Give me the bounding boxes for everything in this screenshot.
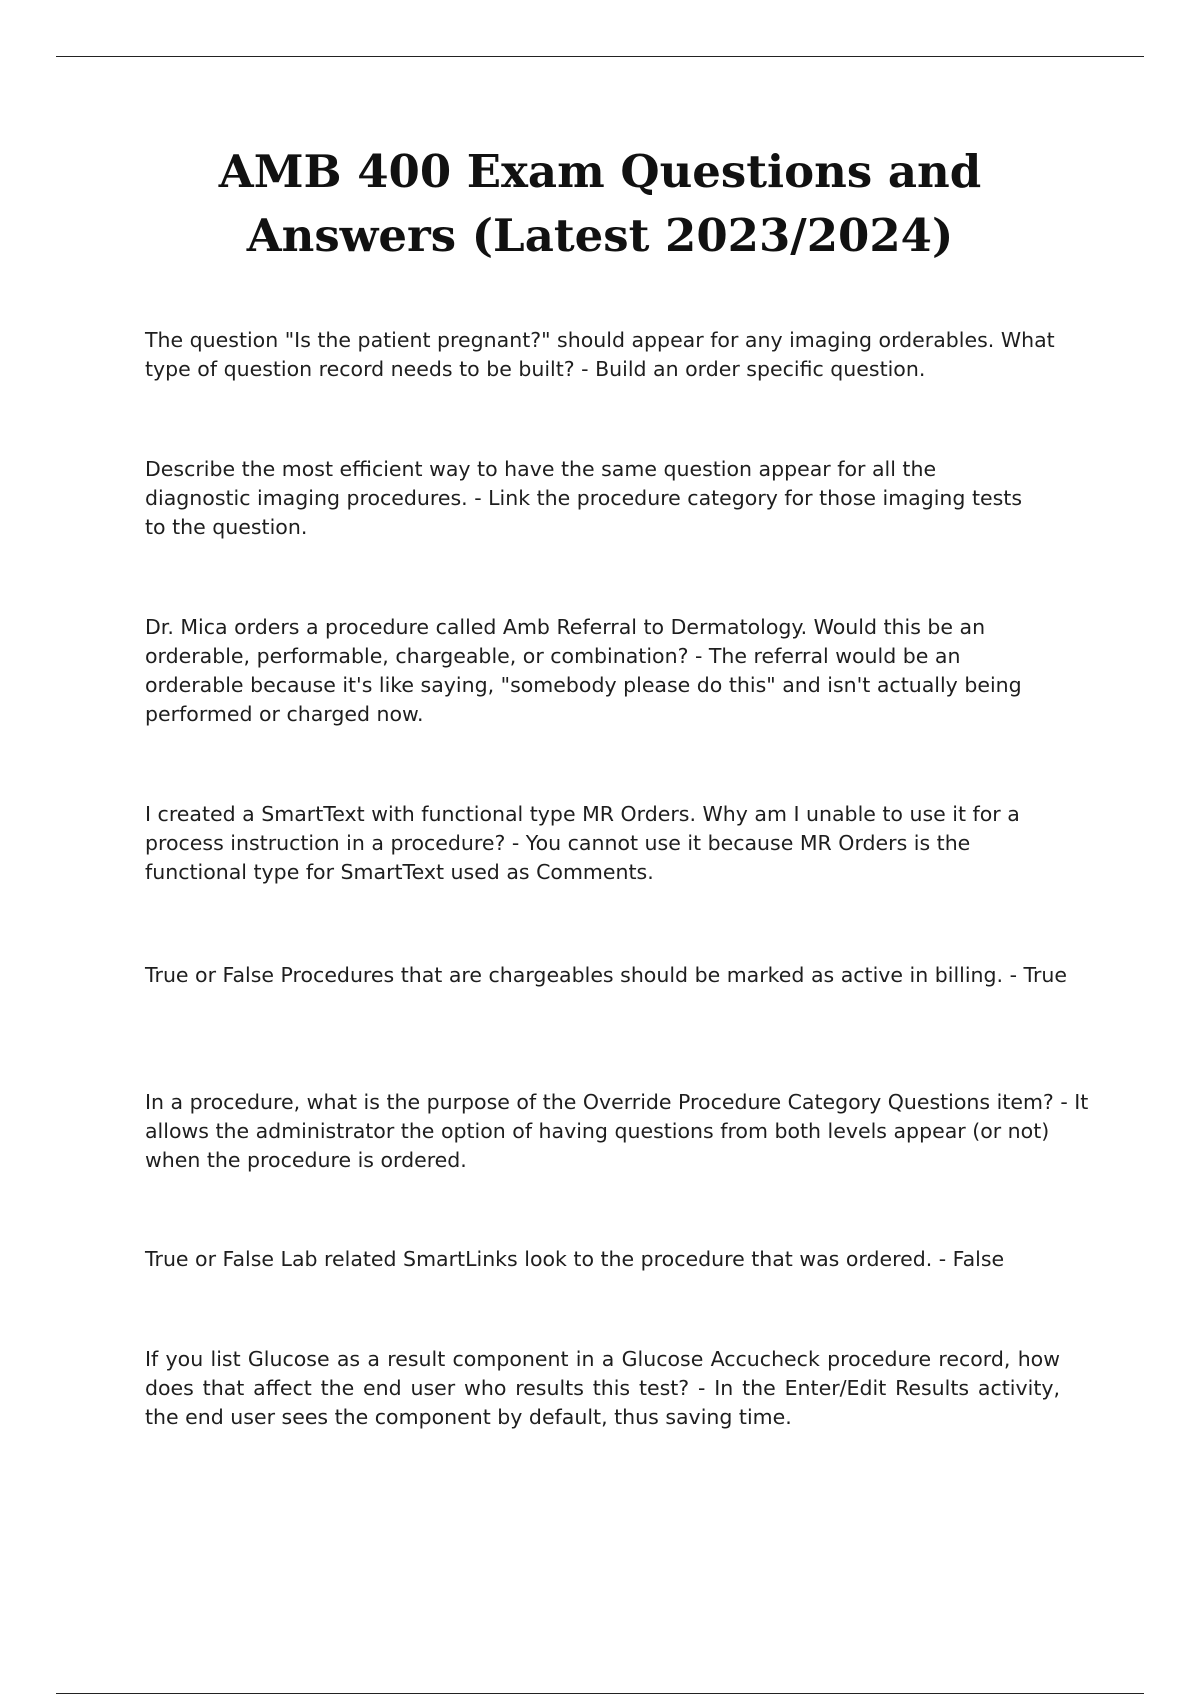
- qa-item-5: True or False Procedures that are chargeables should be marked as active in billing. - True: [145, 963, 1068, 987]
- qa-item-4: I created a SmartText with functional type MR Orders. Why am I unable to use it for a process instruction in a procedure? - You cannot use it because MR Orders is the functional type for SmartText used as Comments.: [145, 802, 1020, 884]
- qa-item-8: If you list Glucose as a result component in a Glucose Accucheck procedure record, how does that affect the end user who results this test? - In the Enter/Edit Results activity, the end user sees the component by default, thus saving time.: [145, 1347, 1060, 1429]
- qa-item-7: True or False Lab related SmartLinks look to the procedure that was ordered. - False: [145, 1247, 1005, 1271]
- qa-item-1: The question "Is the patient pregnant?" should appear for any imaging orderables. What type of question record needs to be built? - Build an order specific question.: [145, 328, 1055, 381]
- qa-item-2: Describe the most efficient way to have the same question appear for all the diagnostic imaging procedures. - Link the procedure category for those imaging tests to the question.: [145, 457, 1023, 539]
- top-rule: [56, 56, 1144, 57]
- page-title: AMB 400 Exam Questions and Answers (Latest 2023/2024): [218, 145, 982, 262]
- qa-item-6: In a procedure, what is the purpose of the Override Procedure Category Questions item? - It allows the administrator the option of having questions from both levels appear (or not) when the procedure is ordered.: [145, 1090, 1089, 1172]
- qa-item-3: Dr. Mica orders a procedure called Amb Referral to Dermatology. Would this be an orderable, performable, chargeable, or combination? - The referral would be an orderable because it's like saying, "somebody please do this" and isn't actually being performed or charged now.: [145, 615, 1022, 726]
- bottom-rule: [56, 1693, 1144, 1694]
